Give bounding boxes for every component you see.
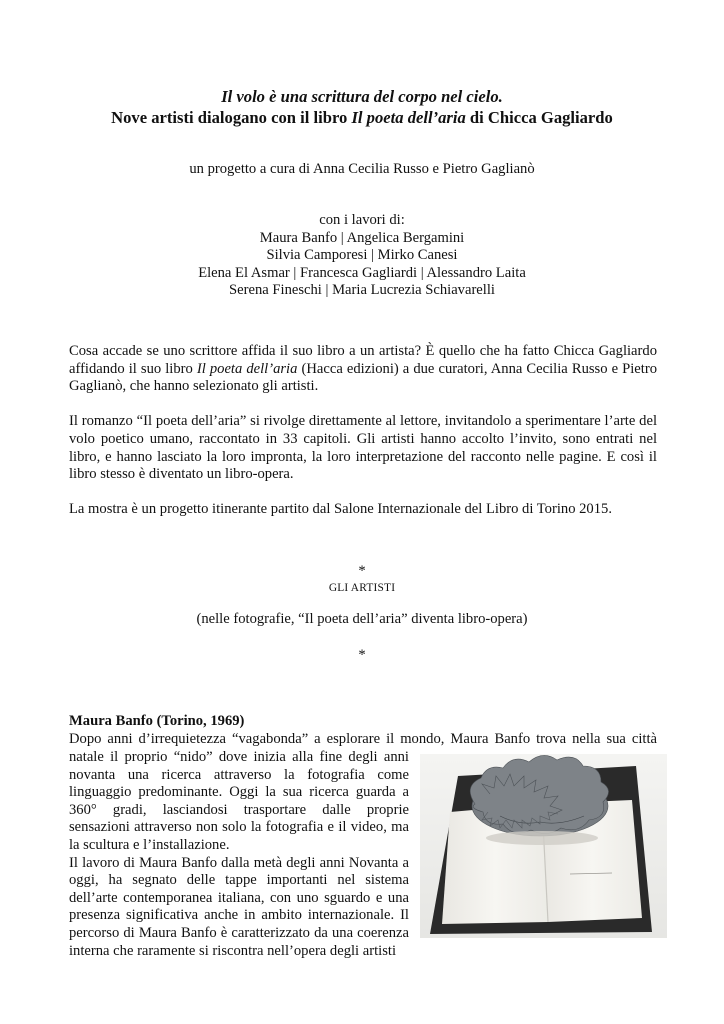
curated-by-line: un progetto a cura di Anna Cecilia Russo e Pietro Gaglianò [189, 161, 535, 177]
works-line: Elena El Asmar | Francesca Gagliardi | Alessandro Laita [198, 264, 526, 281]
artwork-photo [420, 754, 667, 938]
intro-paragraph-2: Il romanzo “Il poeta dell’aria” si rivolge direttamente al lettore, invitandolo a sperimentare l’arte del volo poetico umano, raccontato in 33 capitoli. Gli artisti hanno accolto l’invito, sono entrati nel libro, e hanno lasciato la loro impronta, la loro interpretazione del racconto nelle pagine. E così il libro stesso è diventato un libro-opera. [69, 413, 657, 483]
title-book-name: Il poeta dell’aria [351, 108, 466, 127]
title-line-2-prefix: Nove artisti dialogano con il libro [111, 108, 352, 127]
works-line: Silvia Camporesi | Mirko Canesi [266, 247, 458, 264]
artist-intro-line: Dopo anni d’irrequietezza “vagabonda” a esplorare il mondo, Maura Banfo trova nella sua città [69, 731, 657, 747]
works-line: Serena Fineschi | Maria Lucrezia Schiavarelli [229, 282, 495, 299]
section-heading: GLI ARTISTI [328, 582, 396, 594]
intro-text [69, 343, 657, 537]
title-line-2-suffix: di Chicca Gagliardo [465, 108, 613, 127]
intro-paragraph-3: La mostra è un progetto itinerante partito dal Salone Internazionale del Libro di Torino 2015. [69, 501, 612, 518]
intro-paragraph-1 [69, 343, 657, 396]
document-title [60, 86, 664, 128]
intro-p1-suffix: (Hacca edizioni) a due curatori, Anna Cecilia Russo e Pietro Gaglianò, che hanno selezionato gli artisti. [69, 360, 657, 395]
photo-caption-note: (nelle fotografie, “Il poeta dell’aria” diventa libro-opera) [196, 611, 528, 627]
separator-star-bottom: * [358, 647, 366, 663]
intro-p1-prefix: Cosa accade se uno scrittore affida il suo libro a un artista? È quello che ha fatto Chicca Gagliardo affidando il suo libro [69, 343, 657, 377]
works-line: Maura Banfo | Angelica Bergamini [259, 229, 465, 246]
title-line-2 [60, 107, 664, 128]
book-artwork-illustration [420, 754, 667, 938]
intro-book-name: Il poeta dell’aria [196, 360, 298, 377]
separator-star-top: * [358, 563, 366, 579]
artist-bio-paragraph-1: natale il proprio “nido” dove inizia alla fine degli anni novanta una ricerca attraverso la fotografia come linguaggio predominante. Oggi la sua ricerca guarda a 360° gradi, lasciandosi trasportare dalle proprie sensazioni attraverso non solo la fotografia e il video, ma la scultura e l’installazione. [69, 749, 409, 853]
works-heading: con i lavori di: [319, 212, 405, 228]
works-list [60, 212, 664, 300]
title-line-1: Il volo è una scrittura del corpo nel cielo. [221, 87, 503, 106]
artist-biography [69, 749, 409, 960]
artist-bio-paragraph-2: Il lavoro di Maura Banfo dalla metà degli anni Novanta a oggi, ha segnato delle tappe importanti nel sistema dell’arte contemporanea italiana, con uno sguardo e una presenza significativa anche in ambito internazionale. Il percorso di Maura Banfo è caratterizzato da una coerenza interna che raramente si riscontra nell’opera degli artisti [69, 854, 409, 959]
artist-name-heading: Maura Banfo (Torino, 1969) [69, 713, 245, 729]
